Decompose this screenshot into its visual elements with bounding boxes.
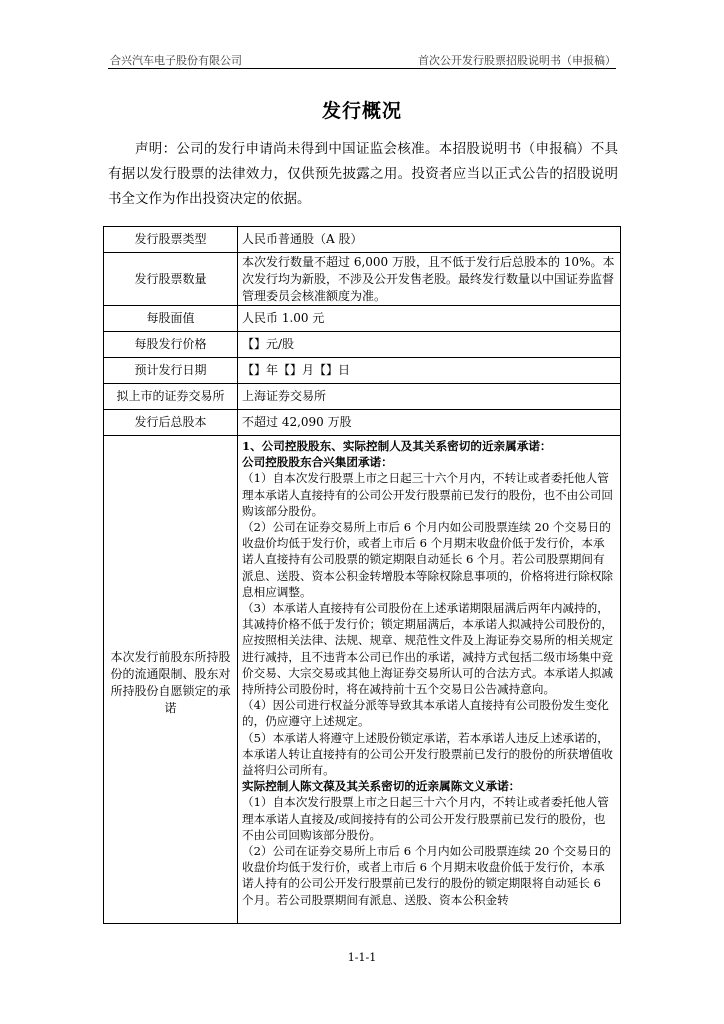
header-rule	[108, 68, 616, 69]
row-value: 人民币普通股（A 股）	[242, 232, 363, 246]
row-label: 发行股票数量	[104, 253, 238, 305]
table-row	[104, 306, 620, 332]
row-value: 本次发行数量不超过 6,000 万股，且不低于发行后总股本的 10%。本次发行均为新股，不涉及公开发售老股。最终发行数量以中国证券监督管理委员会核准额度为准。	[242, 254, 615, 303]
commitment-heading: 1、公司控股股东、实际控制人及其关系密切的近亲属承诺：	[242, 439, 552, 453]
commitment-paragraph: （2）公司在证券交易所上市后 6 个月内如公司股票连续 20 个交易日的收盘价均低于发行价，或者上市后 6 个月期末收盘价低于发行价，本承诺人持有的公司公开发行股票前已发行的股份的锁定期限将自动延长 6 个月。若公司股票期间有派息、送股、资本公积金转	[242, 844, 611, 907]
page-header-doc-title: 首次公开发行股票招股说明书（申报稿）	[418, 54, 616, 67]
commitment-paragraph: （2）公司在证券交易所上市后 6 个月内如公司股票连续 20 个交易日的收盘价均低于发行价，或者上市后 6 个月期末收盘价低于发行价，本承诺人直接持有公司股票的锁定期限自动延长 6 个月。若公司股票期间有派息、送股、资本公积金转增股本等除权除息事项的，价格将进行除权除息相应调整。	[242, 520, 614, 599]
row-label: 预计发行日期	[104, 358, 238, 383]
declaration-text: 声明：公司的发行申请尚未得到中国证监会核准。本招股说明书（申报稿）不具有据以发行股票的法律效力，仅供预先披露之用。投资者应当以正式公告的招股说明书全文作为作出投资决定的依据。	[108, 141, 618, 207]
row-label: 发行后总股本	[104, 410, 238, 435]
page-title: 发行概况	[321, 100, 402, 122]
commitment-paragraph: （3）本承诺人直接持有公司股份在上述承诺期限届满后两年内减持的，其减持价格不低于发行价；锁定期届满后，本承诺人拟减持公司股份的，应按照相关法律、法规、规章、规范性文件及上海证券交易所的相关规定进行减持，且不违背本公司已作出的承诺，减持方式包括二级市场集中竞价交易、大宗交易或其他上海证券交易所认可的合法方式。本承诺人拟减持所持公司股份时，将在减持前十五个交易日公告减持意向。	[242, 601, 614, 697]
page-header-company: 合兴汽车电子股份有限公司	[110, 54, 242, 67]
row-label: 每股面值	[104, 306, 238, 331]
commitment-paragraph: （5）本承诺人将遵守上述股份锁定承诺，若本承诺人违反上述承诺的，本承诺人转让直接持有的公司公开发行股票前已发行的股份的所获增值收益将归公司所有。	[242, 730, 614, 778]
row-label: 拟上市的证券交易所	[104, 384, 238, 409]
row-label: 发行股票类型	[104, 227, 238, 252]
row-value: 不超过 42,090 万股	[242, 415, 352, 429]
commitment-subheading: 实际控制人陈文葆及其关系密切的近亲属陈文义承诺：	[242, 779, 521, 794]
commitment-paragraph: （1）自本次发行股票上市之日起三十六个月内，不转让或者委托他人管理本承诺人直接持有的公司公开发行股票前已发行的股份，也不由公司回购该部分股份。	[242, 471, 614, 518]
declaration-paragraph	[108, 137, 618, 212]
table-row	[104, 253, 620, 306]
table-row	[104, 332, 620, 358]
table-row	[104, 410, 620, 436]
table-row	[104, 227, 620, 253]
table-row	[104, 358, 620, 384]
commitment-paragraph: （4）因公司进行权益分派等导致其本承诺人直接持有公司股份发生变化的，仍应遵守上述规定。	[242, 698, 609, 729]
row-value: 上海证券交易所	[242, 389, 327, 403]
row-label: 本次发行前股东所持股份的流通限制、股东对所持股份自愿锁定的承诺	[104, 436, 238, 924]
issuance-overview-table	[103, 226, 621, 924]
page-number: 1-1-1	[347, 951, 377, 964]
row-value: 【】元/股	[242, 337, 295, 351]
commitment-paragraph: （1）自本次发行股票上市之日起三十六个月内，不转让或者委托他人管理本承诺人直接及/或间接持有的公司公开发行股票前已发行的股份，也不由公司回购该部分股份。	[242, 795, 609, 842]
row-value: 【】年【】月【】日	[242, 363, 351, 377]
row-label: 每股发行价格	[104, 332, 238, 357]
table-row	[104, 384, 620, 410]
row-value: 人民币 1.00 元	[242, 311, 325, 325]
commitment-subheading: 公司控股股东合兴集团承诺：	[242, 455, 393, 470]
table-row-commitment	[104, 436, 620, 924]
